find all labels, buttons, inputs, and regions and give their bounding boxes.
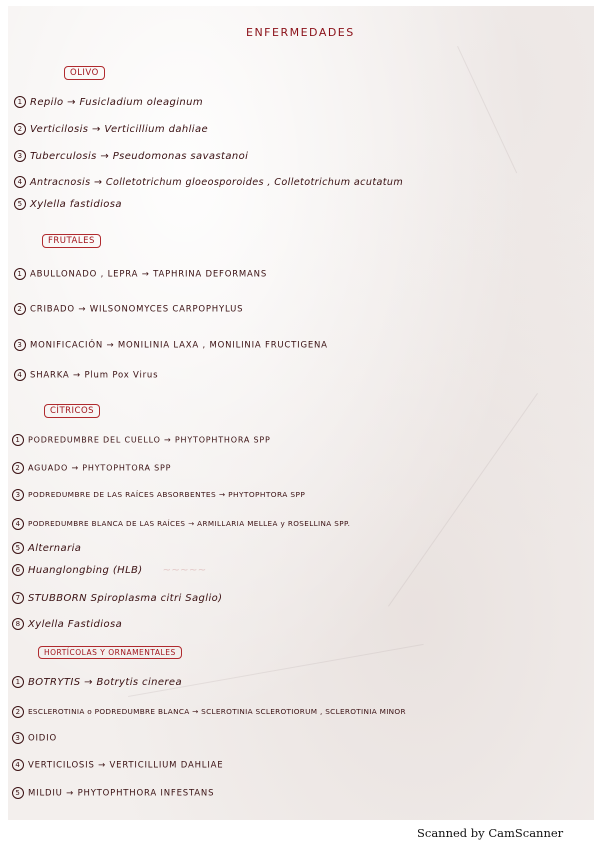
- item-text: SHARKA → Plum Pox Virus: [30, 370, 159, 381]
- list-item: [14, 339, 328, 351]
- item-text: PODREDUMBRE DEL CUELLO → PHYTOPHTHORA SPP: [28, 435, 271, 445]
- item-number: 4: [14, 176, 26, 188]
- item-number: 4: [12, 518, 24, 530]
- item-text: CRIBADO → WILSONOMYCES CARPOPHYLUS: [30, 304, 244, 315]
- item-number: 2: [14, 303, 26, 315]
- item-text: PODREDUMBRE BLANCA DE LAS RAÍCES → ARMILLARIA MELLEA y ROSELLINA SPP.: [28, 519, 351, 528]
- list-item: [12, 434, 271, 446]
- item-text: MILDIU → PHYTOPHTHORA INFESTANS: [28, 788, 215, 799]
- item-number: 3: [14, 150, 26, 162]
- item-text: MONIFICACIÓN → MONILINIA LAXA , MONILINIA FRUCTIGENA: [30, 340, 328, 351]
- list-item: [12, 518, 350, 530]
- list-item: [14, 198, 122, 210]
- item-number: 2: [14, 123, 26, 135]
- item-number: 1: [14, 268, 26, 280]
- item-text: BOTRYTIS → Botrytis cinerea: [28, 677, 183, 688]
- item-text: Xylella Fastidiosa: [28, 619, 123, 630]
- list-item: [12, 618, 122, 630]
- item-text: Repilo → Fusicladium oleaginum: [30, 97, 204, 108]
- item-text: Xylella fastidiosa: [30, 199, 122, 210]
- list-item: [12, 462, 171, 474]
- list-item: [14, 96, 203, 108]
- item-number: 1: [12, 676, 24, 688]
- item-text: STUBBORN Spiroplasma citri Saglio): [28, 593, 223, 604]
- list-item: [12, 592, 222, 604]
- item-text: ESCLEROTINIA o PODREDUMBRE BLANCA → SCLEROTINIA SCLEROTIORUM , SCLEROTINIA MINOR: [28, 707, 406, 716]
- item-number: 1: [12, 434, 24, 446]
- item-number: 2: [12, 706, 24, 718]
- erased-scribble: ~~~~~: [162, 565, 207, 576]
- section-heading-horticolas: HORTÍCOLAS Y ORNAMENTALES: [38, 646, 182, 659]
- list-item: [14, 369, 158, 381]
- list-item: [12, 759, 223, 771]
- item-number: 1: [14, 96, 26, 108]
- item-text: AGUADO → PHYTOPHTORA SPP: [28, 463, 172, 473]
- item-text: Antracnosis → Colletotrichum gloeosporoides , Colletotrichum acutatum: [30, 177, 404, 188]
- item-number: 5: [14, 198, 26, 210]
- paper-crease: [388, 393, 538, 607]
- item-text: Tuberculosis → Pseudomonas savastanoi: [30, 151, 249, 162]
- item-number: 3: [12, 489, 24, 501]
- list-item: [14, 176, 403, 188]
- item-number: 4: [14, 369, 26, 381]
- list-item: [12, 542, 81, 554]
- item-number: 8: [12, 618, 24, 630]
- item-text: VERTICILOSIS → VERTICILLIUM DAHLIAE: [28, 760, 224, 771]
- item-text: Verticilosis → Verticillium dahliae: [30, 124, 209, 135]
- item-number: 6: [12, 564, 24, 576]
- list-item: [12, 787, 214, 799]
- item-number: 3: [12, 732, 24, 744]
- list-item: [12, 706, 406, 718]
- list-item: [14, 303, 243, 315]
- paper-crease: [457, 46, 517, 173]
- list-item: [14, 150, 248, 162]
- list-item: [12, 489, 305, 501]
- item-number: 7: [12, 592, 24, 604]
- item-number: 5: [12, 542, 24, 554]
- item-text: Alternaria: [28, 543, 82, 554]
- item-text: OIDIO: [28, 733, 57, 744]
- item-number: 5: [12, 787, 24, 799]
- item-text: Huanglongbing (HLB): [28, 565, 143, 576]
- list-item: [14, 123, 208, 135]
- section-heading-olivo: OLIVO: [64, 66, 105, 80]
- page-title: ENFERMEDADES: [246, 26, 355, 39]
- list-item: [12, 732, 57, 744]
- scanner-watermark: Scanned by CamScanner: [417, 826, 564, 840]
- item-text: ABULLONADO , LEPRA → TAPHRINA DEFORMANS: [30, 269, 268, 280]
- item-number: 4: [12, 759, 24, 771]
- item-text: PODREDUMBRE DE LAS RAÍCES ABSORBENTES → PHYTOPHTORA SPP: [28, 490, 306, 499]
- scanned-paper: [8, 6, 594, 820]
- item-number: 3: [14, 339, 26, 351]
- list-item: [12, 676, 182, 688]
- list-item: [12, 564, 207, 576]
- section-heading-citricos: CÍTRICOS: [44, 404, 100, 418]
- list-item: [14, 268, 267, 280]
- item-number: 2: [12, 462, 24, 474]
- section-heading-frutales: FRUTALES: [42, 234, 101, 248]
